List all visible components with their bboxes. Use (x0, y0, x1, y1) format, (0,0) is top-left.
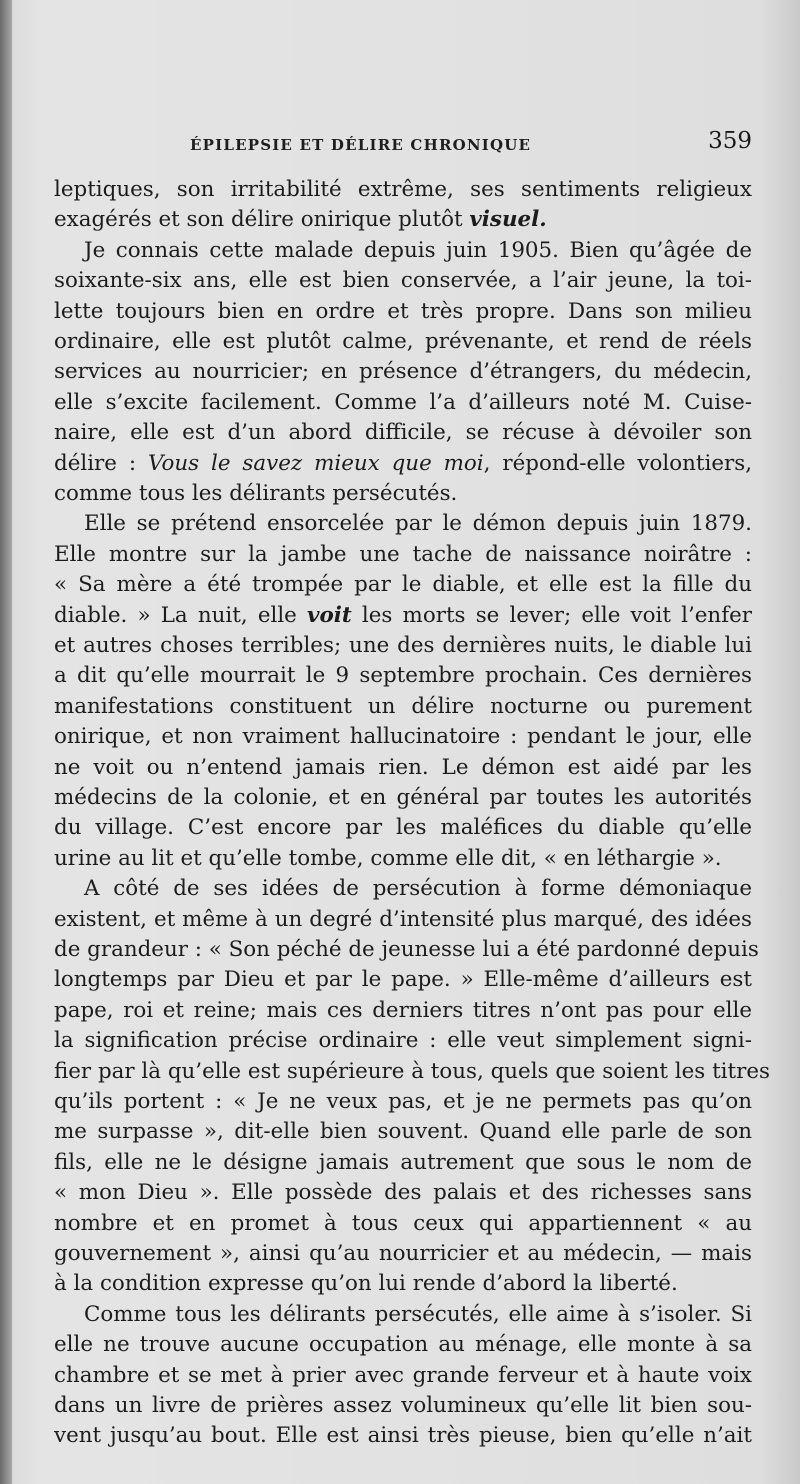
text-line (54, 569, 752, 601)
running-title: ÉPILEPSIE ET DÉLIRE CHRONIQUE (190, 136, 532, 154)
line-text: médecins de la colonie, et en général par toutes les autorités (54, 785, 752, 810)
text-line (54, 752, 752, 784)
text-line (54, 174, 752, 206)
text-line (54, 1086, 752, 1118)
text-line (54, 539, 752, 571)
page-number: 359 (708, 128, 752, 154)
text-line (54, 904, 752, 936)
line-text: naire, elle est d’un abord difficile, se récuse à dévoiler son (54, 420, 752, 446)
line-text: chambre et se met à prier avec grande ferveur et à haute voix (54, 1362, 752, 1388)
line-text: ordinaire, elle est plutôt calme, prévenante, et rend de réels (54, 329, 752, 354)
line-text: vent jusqu’au bout. Elle est ainsi très pieuse, bien qu’elle n’ait (54, 1423, 752, 1449)
text-line (54, 1268, 752, 1300)
line-text: diable. » La nuit, elle (54, 602, 308, 628)
line-text: Je connais cette malade depuis juin 1905. Bien qu’âgée de (84, 237, 752, 263)
text-line (54, 326, 752, 358)
text-line (54, 1238, 752, 1270)
page-spine-shadow (0, 0, 12, 1484)
text-line (54, 600, 752, 632)
text-line (54, 1329, 752, 1361)
line-text: délire : (54, 450, 148, 476)
line-text: manifestations constituent un délire nocturne ou purement (54, 693, 752, 719)
line-text: la signification précise ordinaire : elle veut simplement signi- (54, 1028, 752, 1054)
emphasis-text: visuel. (469, 207, 547, 233)
line-text: me surpasse », dit-elle bien souvent. Quand elle parle de son (54, 1119, 752, 1145)
line-text: onirique, et non vraiment hallucinatoire : pendant le jour, elle (54, 724, 752, 750)
line-text: du village. C’est encore par les maléfices du diable qu’elle (54, 815, 752, 841)
line-text: à la condition expresse qu’on lui rende d’abord la liberté. (54, 1271, 678, 1297)
emphasis-text: voit (307, 602, 352, 628)
line-text: exagérés et son délire onirique plutôt (54, 207, 470, 233)
line-text: de grandeur : « Son péché de jeunesse lui a été pardonné depuis (54, 937, 759, 962)
text-line (54, 1360, 752, 1392)
text-line (54, 873, 752, 905)
text-line (54, 1147, 752, 1179)
text-line (54, 235, 752, 267)
text-line (54, 721, 752, 753)
line-text: lette toujours bien en ordre et très propre. Dans son milieu (54, 298, 752, 324)
text-line (54, 1299, 752, 1331)
text-line (54, 508, 752, 540)
line-text: nombre et en promet à tous ceux qui appartiennent « au (54, 1210, 752, 1236)
line-text: pape, roi et reine; mais ces derniers titres n’ont pas pour elle (54, 997, 752, 1023)
text-line (54, 812, 752, 844)
line-text: les morts se lever; elle voit l’enfer (351, 602, 752, 628)
text-line (54, 964, 752, 996)
line-text: elle ne trouve aucune occupation au ménage, elle monte à sa (54, 1332, 752, 1358)
text-line (54, 934, 759, 966)
text-line (54, 478, 752, 510)
line-text: « Sa mère a été trompée par le diable, et elle est la fille du (54, 572, 752, 598)
line-text: existent, et même à un degré d’intensité plus marqué, des idées (54, 906, 752, 932)
text-line (54, 691, 752, 723)
body-text (54, 174, 770, 1464)
line-text: a dit qu’elle mourrait le 9 septembre prochain. Ces dernières (54, 663, 752, 689)
line-text: qu’ils portent : « Je ne veux pas, et je ne permets pas qu’on (54, 1089, 752, 1114)
line-text: longtemps par Dieu et par le pape. » Elle-même d’ailleurs est (54, 967, 752, 993)
text-line (54, 265, 752, 297)
text-line (54, 296, 752, 328)
page-header (54, 126, 754, 162)
line-text: services au nourricier; en présence d’étrangers, du médecin, (54, 359, 752, 385)
emphasis-text: Vous le savez mieux que moi (147, 450, 484, 476)
text-line (54, 1177, 752, 1209)
text-line (54, 356, 752, 388)
text-line (54, 843, 752, 875)
text-line (54, 1116, 752, 1148)
line-text: Comme tous les délirants persécutés, elle aime à s’isoler. Si (84, 1301, 752, 1327)
text-line (54, 387, 752, 419)
text-line (54, 1025, 752, 1057)
line-text: elle s’excite facilement. Comme l’a d’ailleurs noté M. Cuise- (54, 389, 752, 415)
text-line (54, 1208, 752, 1240)
line-text: Elle se prétend ensorcelée par le démon depuis juin 1879. (84, 511, 752, 537)
text-line (54, 448, 752, 480)
line-text: gouvernement », ainsi qu’au nourricier et au médecin, — mais (54, 1241, 752, 1266)
line-text: ne voit ou n’entend jamais rien. Le démon est aidé par les (54, 754, 752, 780)
line-text: soixante-six ans, elle est bien conservée, a l’air jeune, la toi- (54, 268, 752, 294)
text-line (54, 995, 752, 1027)
text-line (54, 1056, 770, 1088)
line-text: dans un livre de prières assez volumineux qu’elle lit bien sou- (54, 1393, 752, 1418)
line-text: et autres choses terribles; une des dernières nuits, le diable lui (54, 633, 752, 658)
line-text: comme tous les délirants persécutés. (54, 481, 458, 506)
text-line (54, 782, 752, 814)
text-line (54, 204, 752, 236)
text-line (54, 630, 752, 662)
text-line (54, 417, 752, 449)
text-line (54, 1420, 752, 1452)
line-text: leptiques, son irritabilité extrême, ses sentiments religieux (54, 177, 752, 202)
line-text: Elle montre sur la jambe une tache de naissance noirâtre : (54, 541, 752, 567)
line-text: fier par là qu’elle est supérieure à tous, quels que soient les titres (54, 1058, 770, 1084)
line-text: A côté de ses idées de persécution à forme démoniaque (84, 876, 752, 902)
line-text: fils, elle ne le désigne jamais autrement que sous le nom de (54, 1149, 752, 1175)
text-line (54, 1390, 752, 1422)
line-text: , répond-elle volontiers, (483, 450, 752, 476)
text-line (54, 660, 752, 692)
line-text: « mon Dieu ». Elle possède des palais et des richesses sans (54, 1180, 752, 1206)
line-text: urine au lit et qu’elle tombe, comme elle dit, « en léthargie ». (54, 845, 722, 871)
